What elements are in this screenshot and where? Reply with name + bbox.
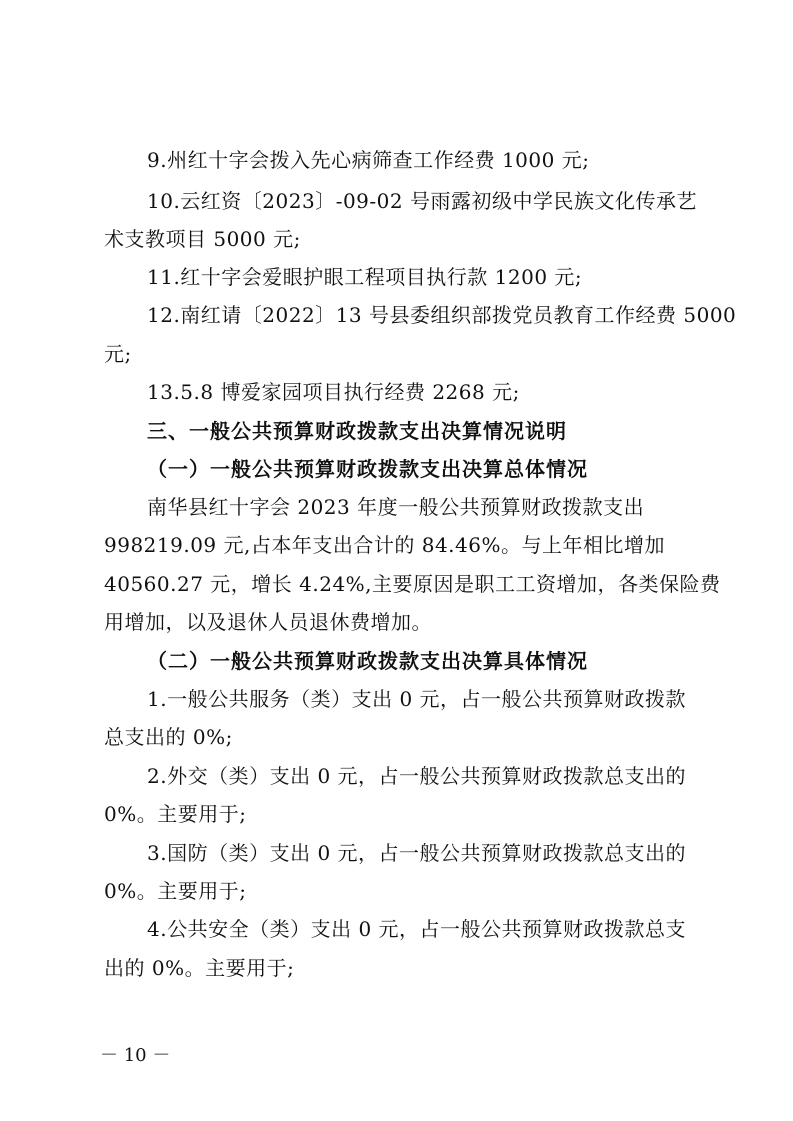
paragraph-line: 10.云红资〔2023〕-09-02 号雨露初级中学民族文化传承艺 [147, 189, 697, 213]
paragraph-line: 998219.09 元,占本年支出合计的 84.46%。与上年相比增加 [104, 533, 665, 557]
paragraph-line: 9.州红十字会拨入先心病筛查工作经费 1000 元; [147, 148, 590, 172]
paragraph-line: 总支出的 0%; [104, 725, 233, 749]
paragraph-line: 40560.27 元，增长 4.24%,主要原因是职工工资增加，各类保险费 [104, 572, 721, 596]
paragraph-line: 1.一般公共服务（类）支出 0 元，占一般公共预算财政拨款 [147, 687, 687, 711]
paragraph-line: 4.公共安全（类）支出 0 元，占一般公共预算财政拨款总支 [147, 917, 687, 941]
subsection-heading: （二）一般公共预算财政拨款支出决算具体情况 [147, 649, 588, 673]
paragraph-line: 11.红十字会爱眼护眼工程项目执行款 1200 元; [147, 265, 583, 289]
paragraph-line: 术支教项目 5000 元; [104, 227, 301, 251]
page-number [0, 1044, 793, 1068]
paragraph-line: 12.南红请〔2022〕13 号县委组织部拨党员教育工作经费 5000 [147, 303, 737, 327]
paragraph-line: 元; [104, 342, 132, 366]
paragraph-line: 0%。主要用于; [104, 802, 247, 826]
paragraph-line: 南华县红十字会 2023 年度一般公共预算财政拨款支出 [147, 495, 645, 519]
page-number-text: － 10 － [100, 1045, 171, 1066]
paragraph-line: 出的 0%。主要用于; [104, 956, 295, 980]
paragraph-line: 0%。主要用于; [104, 879, 247, 903]
paragraph-line: 2.外交（类）支出 0 元，占一般公共预算财政拨款总支出的 [147, 764, 687, 788]
paragraph-line: 13.5.8 博爱家园项目执行经费 2268 元; [147, 380, 520, 404]
subsection-heading: （一）一般公共预算财政拨款支出决算总体情况 [147, 457, 588, 481]
paragraph-line: 用增加，以及退休人员退休费增加。 [104, 610, 432, 634]
section-heading: 三、一般公共预算财政拨款支出决算情况说明 [147, 419, 567, 443]
paragraph-line: 3.国防（类）支出 0 元，占一般公共预算财政拨款总支出的 [147, 841, 687, 865]
